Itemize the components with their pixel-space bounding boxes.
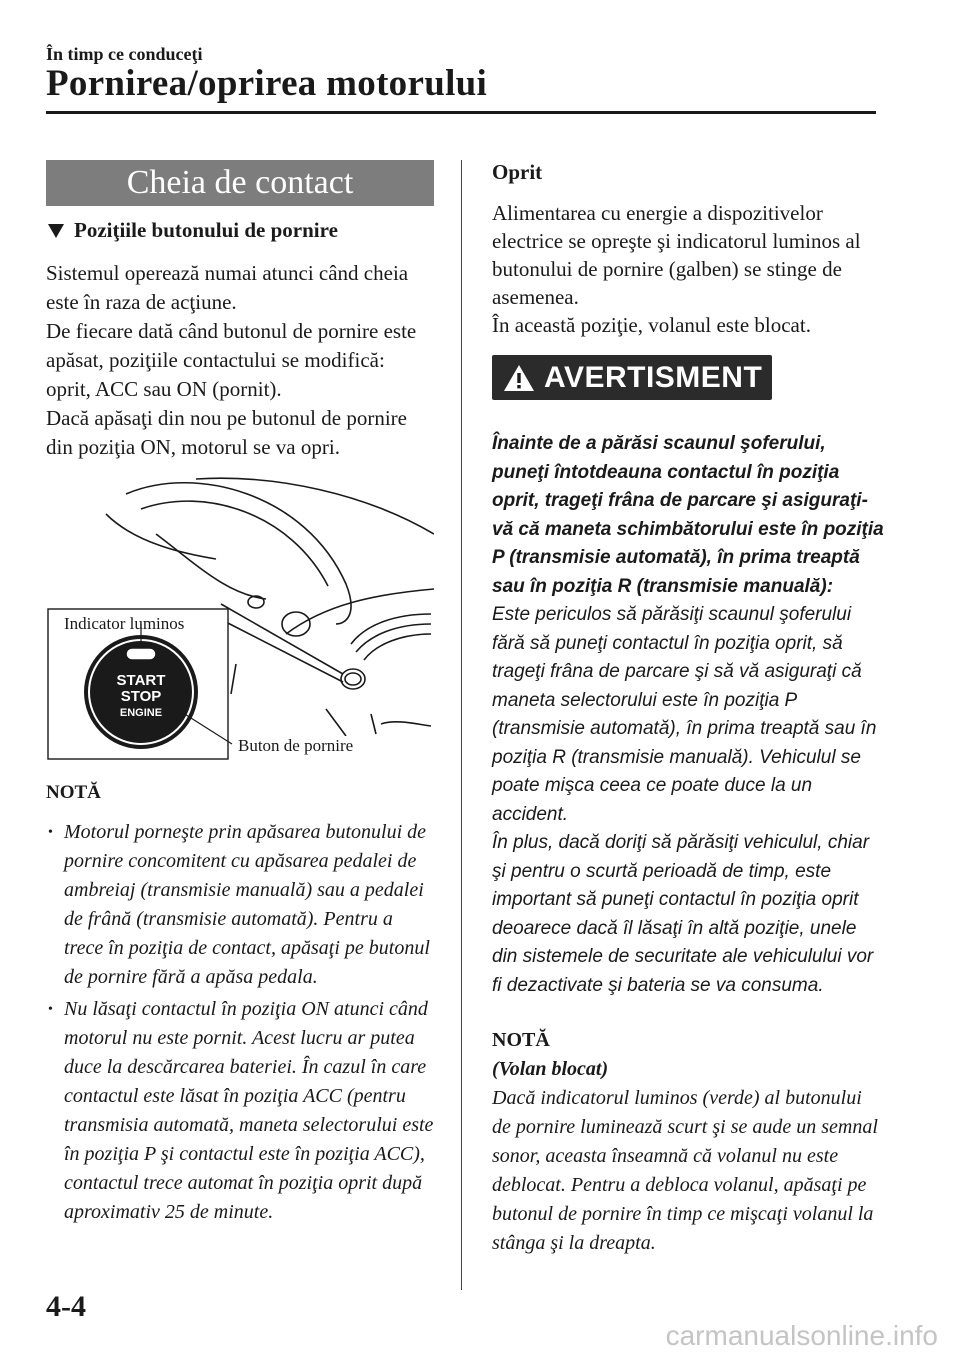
page-number: 4-4 [46, 1290, 86, 1323]
note-text: Dacă indicatorul luminos (verde) al butonului de pornire luminează scurt şi se aude un semnal sonor, aceasta înseamnă că volanul nu este deblocat. Pentru a debloca volanul, apăsaţi pe butonul de pornire în timp ce mişcaţi volanul la stânga şi la dreapta. [492, 1087, 878, 1254]
warning-bold-text: Înainte de a părăsi scaunul şoferului, puneţi întotdeauna contactul în poziţia oprit, trageţi frâna de parcare şi asiguraţi-vă că maneta schimbătorului este în poziţia P (transmisie automată), în prima treaptă sau în poziţia R (transmisie manuală): [492, 433, 884, 597]
note-item: • Motorul porneşte prin apăsarea butonului de pornire concomitent cu apăsarea pedalei de ambreiaj (transmisie manuală) sau a pedalei de frână (transmisie automată). Pentru a trece în poziţia de contact, apăsaţi pe butonul de pornire fără a apăsa pedala. [46, 818, 434, 992]
warning-label: AVERTISMENT [544, 360, 763, 394]
note-list [46, 818, 434, 1227]
paragraph: Alimentarea cu energie a dispozitivelor electrice se opreşte şi indicatorul luminos al butonului de pornire (galben) se stinge de asemenea. [492, 201, 861, 309]
paragraph: În această poziţie, volanul este blocat. [492, 313, 811, 337]
steering-note [492, 1026, 884, 1258]
warning-badge [492, 355, 772, 400]
page-title: Pornirea/oprirea motorului [46, 63, 488, 104]
warning-paragraph: Este periculos să părăsiţi scaunul şoferului fără să puneţi contactul în poziţia oprit, să trageţi frâna de parcare şi să vă asiguraţi că maneta selectorului este în poziţia P (transmisie automată), în prima treaptă sau în poziţia R (transmisie manuală). Vehiculul se poate mişca ceea ce poate duce la un accident. [492, 604, 877, 825]
subheading [46, 218, 434, 243]
oprit-heading: Oprit [492, 160, 543, 184]
header-divider [46, 111, 876, 114]
section-banner: Cheia de contact [46, 160, 434, 206]
note-title: NOTĂ [492, 1029, 550, 1051]
left-column [46, 160, 434, 1230]
right-column [492, 160, 884, 1258]
dashboard-illustration [46, 474, 434, 764]
warning-text [492, 430, 884, 1000]
triangle-bullet-icon [48, 224, 64, 238]
note-title: NOTĂ [46, 782, 101, 803]
note-item: • Nu lăsaţi contactul în poziţia ON atunci când motorul nu este pornit. Acest lucru ar putea duce la descărcarea bateriei. În cazul în care contactul este lăsat în poziţia ACC (pentru transmisia automată, maneta selectorului este în poziţia P şi contactul este în poziţia ACC), contactul trece automat în poziţia oprit după aproximativ 25 de minute. [46, 995, 434, 1227]
button-text-start: START [116, 672, 166, 689]
button-text-stop: STOP [120, 688, 162, 705]
paragraph: Dacă apăsaţi din nou pe butonul de pornire din poziţia ON, motorul se va opri. [46, 406, 407, 459]
paragraph: De fiecare dată când butonul de pornire este apăsat, poziţiile contactului se modifică: oprit, ACC sau ON (pornit). [46, 319, 417, 401]
paragraph: Sistemul operează numai atunci când cheia este în raza de acţiune. [46, 261, 409, 314]
note-subtitle: (Volan blocat) [492, 1058, 609, 1080]
watermark: carmanualsonline.info [665, 1320, 938, 1351]
intro-text [46, 259, 434, 462]
section-label: În timp ce conduceţi [46, 44, 203, 64]
column-divider [461, 160, 462, 1290]
subheading-text: Poziţiile butonului de pornire [74, 218, 338, 242]
oprit-text [492, 199, 884, 339]
warning-paragraph: În plus, dacă doriţi să părăsiţi vehiculul, chiar şi pentru o scurtă perioadă de timp, este important să puneţi contactul în poziţia oprit deoarece dacă îl lăsaţi în altă poziţie, unele din sistemele de securitate ale vehiculului vor fi dezactivate şi bateria se va consuma. [492, 832, 874, 996]
indicator-label: Indicator luminos [64, 614, 185, 633]
button-label: Buton de pornire [238, 736, 354, 755]
warning-triangle-icon [502, 363, 536, 393]
button-text-engine: ENGINE [119, 707, 163, 719]
